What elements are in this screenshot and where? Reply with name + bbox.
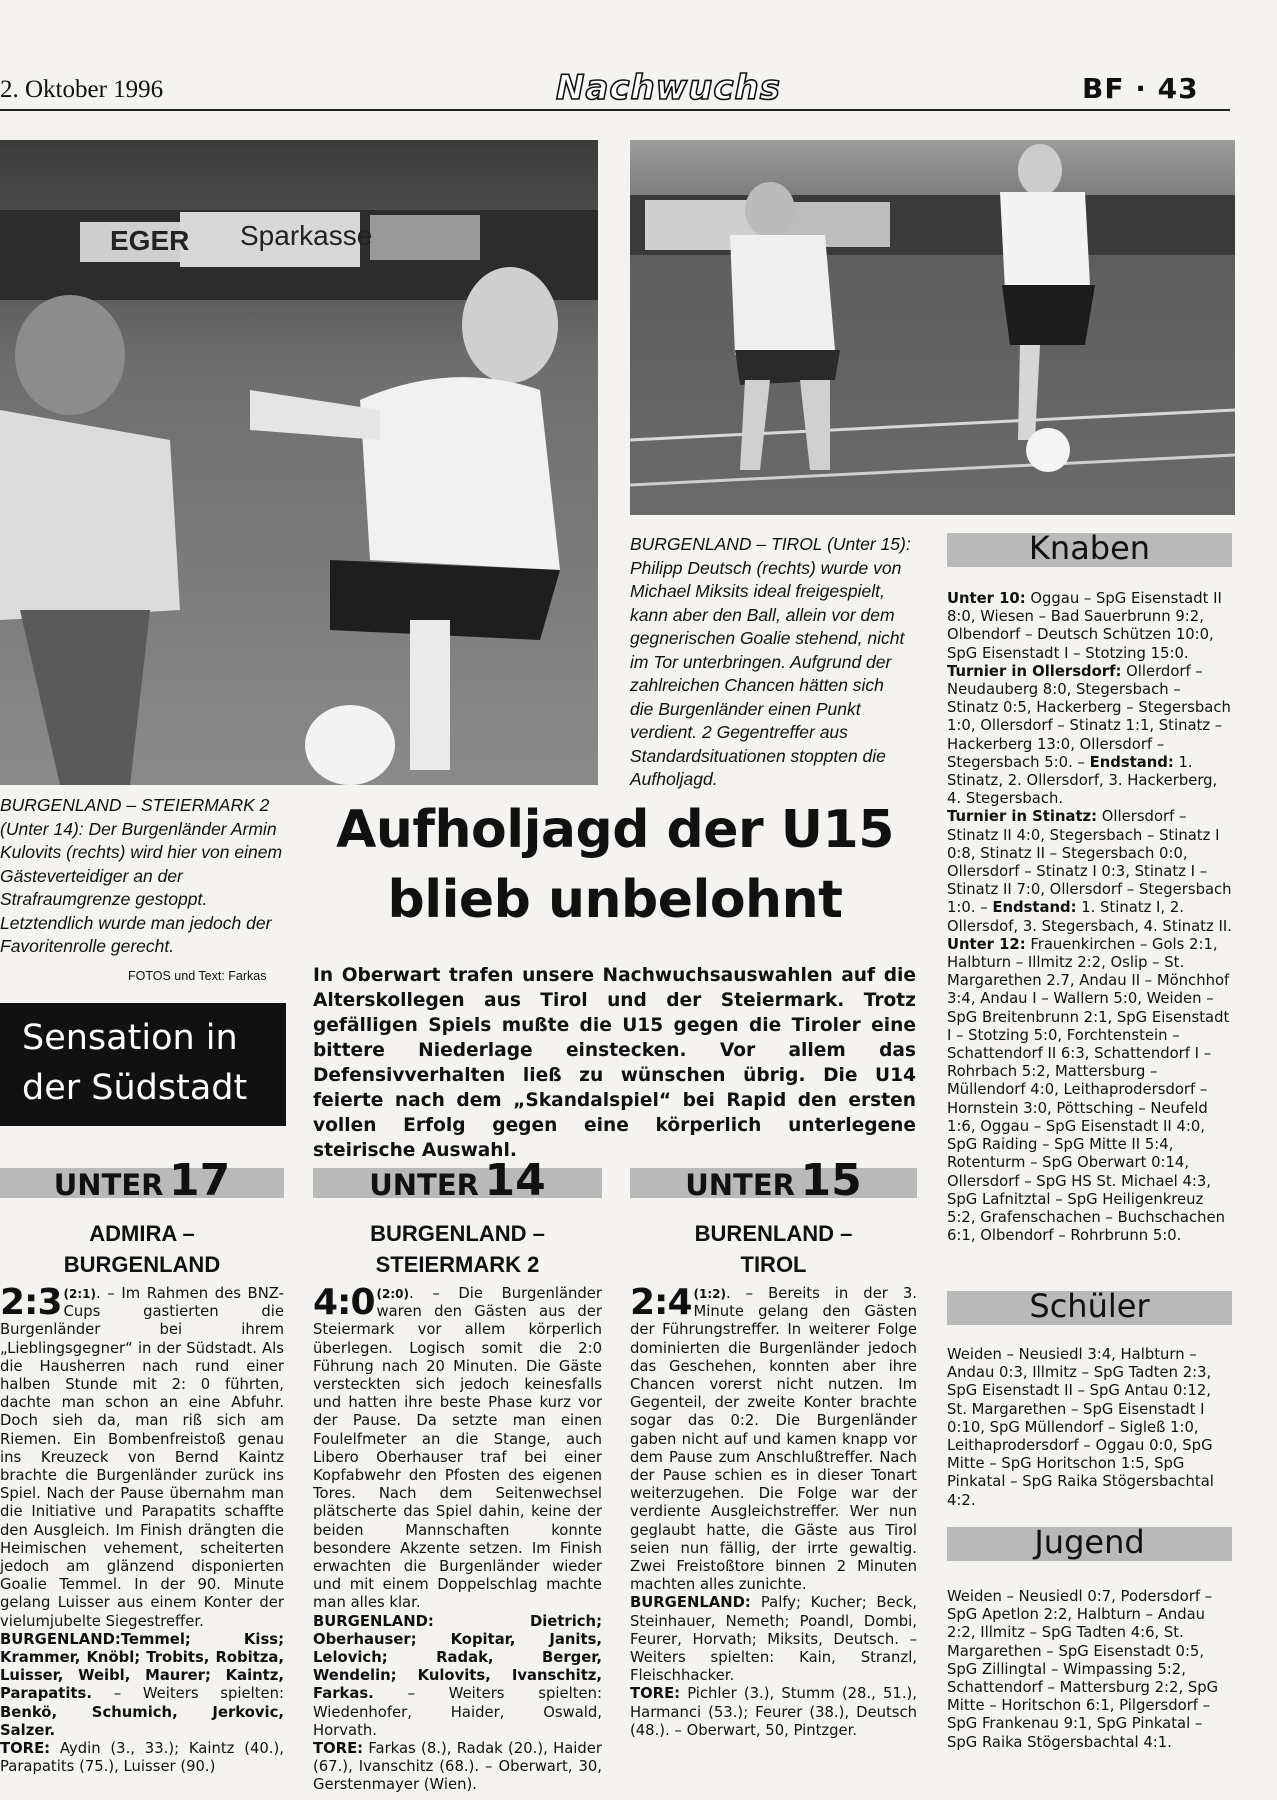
sensation-line1: Sensation in xyxy=(22,1018,238,1058)
headline-line2: blieb unbelohnt xyxy=(387,870,843,930)
match-u14: BURGENLAND – STEIERMARK 2 xyxy=(370,1221,545,1277)
photo-credit: FOTOS und Text: Farkas xyxy=(128,969,267,983)
header-rule xyxy=(0,109,1230,111)
knaben-heading: Knaben xyxy=(1028,529,1151,567)
caption-left: BURGENLAND – STEIERMARK 2 (Unter 14): Der Burgenländer Armin Kulovits (rechts) wird hier von einem Gästeverteidiger an der Strafraumgrenze gestoppt. Letztendlich wurde man jedoch der Favoritenrolle gerecht. xyxy=(0,795,283,956)
schueler-heading: Schüler xyxy=(1029,1287,1150,1325)
score-u15: 2:4 xyxy=(630,1282,692,1323)
category-u17: UNTER 17 xyxy=(53,1155,231,1206)
article-u17: 2:3 $^{(2:1)}$. – Im Rahmen des BNZ-Cups gastierten die Burgenländer bei ihrem „Lieblingsgegner“ in der Südstadt. Als die Hausherren nach rund einer halben Stunde mit 2: 0 führten, dachte man schon an eine Abfuhr. Doch sieh da, man riß sich am Riemen. Ein Bombenfreistoß genau ins Kreuzeck von Bernd Kaintz brachte die Burgenländer zurück ins Spiel. Nach der Pause übernahm man die Initiative und Parapatits schaffte den Ausgleich. Im Finish drängten die Heimischen vehement, scheiterten jedoch am glänzend disponierten Goalie Temmel. In der 90. Minute gelang Luisser aus einem Konter der vielumjubelte Siegestreffer. BURGENLAND:Temmel; Kiss; Krammer, Knöbl; Trobits, Robitza, Luisser, Weibl, Maurer; Kaintz, Parapatits. – Weiters spielten: Benkö, Schumich, Jerkovic, Salzer. TORE: Aydin (3., 33.); Kaintz (40.), Parapatits (75.), Luisser (90.) xyxy=(0,1282,284,1776)
jugend-heading: Jugend xyxy=(1034,1523,1145,1561)
match-u17: ADMIRA – BURGENLAND xyxy=(63,1221,221,1277)
lead-paragraph: In Oberwart trafen unsere Nachwuchsauswahlen auf die Alterskollegen aus Tirol und der Steiermark. Trotz gefälligen Spiels mußte die U15 gegen die Tiroler eine bittere Niederlage einstecken. Vor allem das Defensivverhalten ließ zu wünschen übrig. Die U14 feierte nach dem „Skandalspiel“ bei Rapid den ersten vollen Erfolg gegen eine körperlich unterlegene steirische Auswahl. xyxy=(313,965,916,1161)
category-u14: UNTER 14 xyxy=(369,1155,546,1206)
match-u15: BURENLAND – TIROL xyxy=(694,1221,853,1277)
sensation-box xyxy=(0,1003,286,1126)
article-u15: 2:4 $^{(1:2)}$. – Bereits in der 3. Minute gelang den Gästen der Führungstreffer. In weiterer Folge dominierten die Burgenländer jedoch das Geschehen, konnten aber ihre Chancen vorerst nicht nutzen. Im Gegenteil, der zweite Konter brachte sogar das 0:2. Die Burgenländer gaben nicht auf und kamen knapp vor dem Pause zum Anschlußtreffer. Nach der Pause schien es in dieser Tonart weiterzugehen. Die Folge war der verdiente Ausgleichstreffer. Wer nun geglaubt hatte, die Gäste aus Tirol seien nun fällig, der irrte gewaltig. Zwei Freistoßtore binnen 2 Minuten machten alles zunichte. BURGENLAND: Palfy; Kucher; Beck, Steinhauer, Nemeth; Poandl, Dombi, Feurer, Horvath; Miksits, Deutsch. – Weiters spielten: Kain, Stranzl, Fleischhacker. TORE: Pichler (3.), Stumm (28., 51.), Harmanci (53.); Feurer (38.), Deutsch (48.). – Oberwart, 50, Pintzger. xyxy=(630,1282,918,1739)
issue-date: 2. Oktober 1996 xyxy=(0,76,164,103)
photo-burgenland-steiermark xyxy=(0,140,598,785)
sign-sparkasse: Sparkasse xyxy=(240,220,373,251)
score-u14: 4:0 xyxy=(313,1282,375,1323)
headline xyxy=(300,795,930,935)
knaben-results: Unter 10: Oggau – SpG Eisenstadt II 8:0, Wiesen – Bad Sauerbrunn 9:2, Olbendorf – Deutsch Schützen 10:0, SpG Eisenstadt I – Stotzing 15:0. Turnier in Ollersdorf: Ollerdorf – Neudauberg 8:0, Stegersbach – Stinatz 0:5, Hackerberg – Stegersbach 1:0, Ollersdorf – Stinatz 1:1, Stinatz – Hackerberg 13:0, Ollersdorf – Stegersbach 5:0. – Endstand: 1. Stinatz, 2. Ollersdorf, 3. Hackerberg, 4. Stegersbach. Turnier in Stinatz: Ollersdorf – Stinatz II 4:0, Stegersbach – Stinatz I 0:8, Stinatz II – Stegersbach 0:0, Ollersdorf – Stinatz I 0:3, Stinatz I – Stinatz II 7:0, Ollersdorf – Stegersbach 1:0. – Endstand: 1. Stinatz I, 2. Ollersdof, 3. Stegersbach, 4. Stinatz II. Unter 12: Frauenkirchen – Gols 2:1, Halbturn – Illmitz 2:2, Oslip – St. Margarethen 2.7, Andau II – Mönchhof 3:4, Andau I – Wallern 5:0, Weiden – SpG Breitenbrunn 2:1, SpG Eisenstadt I – Stotzing 5:0, Forchtenstein – Schattendorf II 6:3, Schattendorf I – Rohrbach 5:2, Mattersburg – Müllendorf 4:0, Leithaprodersdorf – Hornstein 3:0, Pöttsching – Neufeld 1:6, Oggau – SpG Eisenstadt II 4:0, SpG Raiding – SpG Mitte II 5:4, Rotenturm – SpG Oberwart 0:14, Ollersdorf – SpG HS St. Michael 4:3, SpG Lafnitztal – SpG Heiligenkreuz 5:2, Grafenschachen – Buchschachen 6:1, Olbendorf – Rohrbrunn 5:0. xyxy=(947,590,1232,1245)
score-u17: 2:3 xyxy=(0,1282,62,1323)
headline-line1: Aufholjagd der U15 xyxy=(336,800,894,860)
jugend-results: Weiden – Neusiedl 0:7, Podersdorf – SpG Apetlon 2:2, Halbturn – Andau 2:2, Illmitz – SpG Tadten 4:6, St. Margarethen – SpG Eisenstadt 0:5, SpG Zillingtal – Wimpassing 5:2, Schattendorf – Mattersburg 2:2, SpG Mitte – Horitschon 6:1, Pilgersdorf – SpG Frankenau 9:1, SpG Pinkatal – SpG Raika Stögersbachtal 4:1. xyxy=(947,1588,1219,1751)
caption-right: BURGENLAND – TIROL (Unter 15): Philipp Deutsch (rechts) wurde von Michael Miksits ideal freigespielt, kann aber den Ball, allein vor dem gegnerischen Goalie stehend, nicht im Tor unterbringen. Aufgrund der zahlreichen Chancen hätten sich die Burgenländer einen Punkt verdient. 2 Gegentreffer aus Standardsituationen stoppten die Aufholjagd. xyxy=(630,534,911,789)
category-u15: UNTER 15 xyxy=(685,1155,862,1206)
page-number: BF · 43 xyxy=(1082,72,1199,105)
schueler-results: Weiden – Neusiedl 3:4, Halbturn – Andau 0:3, Illmitz – SpG Tadten 2:3, SpG Eisenstadt II – SpG Antau 0:12, St. Margarethen – SpG Eisenstadt I 0:10, SpG Müllendorf – Sigleß 1:0, Leithaprodersdorf – Oggau 0:0, SpG Mitte – SpG Horitschon 1:5, SpG Pinkatal – SpG Raika Stögersbachtal 4:2. xyxy=(947,1346,1214,1509)
sign-eger: EGER xyxy=(110,225,190,256)
section-title: Nachwuchs xyxy=(556,68,781,108)
photo-burgenland-tirol xyxy=(630,140,1235,515)
sensation-line2: der Südstadt xyxy=(22,1068,248,1108)
article-u14: 4:0 $^{(2:0)}$. – Die Burgenländer waren den Gästen aus der Steiermark vor allem körperlich überlegen. Logisch somit die 2:0 Führung nach 20 Minuten. Die Gäste versteckten sich jedoch keinesfalls und hatten ihre beste Phase kurz vor der Pause. Da setzte man einen Foulelfmeter an die Stange, auch Libero Oberhauser traf bei einer Kopfabwehr den Pfosten des eigenen Tores. Nach dem Seitenwechsel plätscherte das Spiel dahin, keine der beiden Mannschaften konnte besondere Akzente setzen. Im Finish erwachten die Burgenländer wieder und mit einem Doppelschlag machte man alles klar. BURGENLAND: Dietrich; Oberhauser; Kopitar, Janits, Lelovich; Radak, Berger, Wendelin; Kulovits, Ivanschitz, Farkas. – Weiters spielten: Wiedenhofer, Haider, Oswald, Horvath. TORE: Farkas (8.), Radak (20.), Haider (67.), Ivanschitz (68.). – Oberwart, 30, Gerstenmayer (Wien). xyxy=(313,1282,602,1794)
